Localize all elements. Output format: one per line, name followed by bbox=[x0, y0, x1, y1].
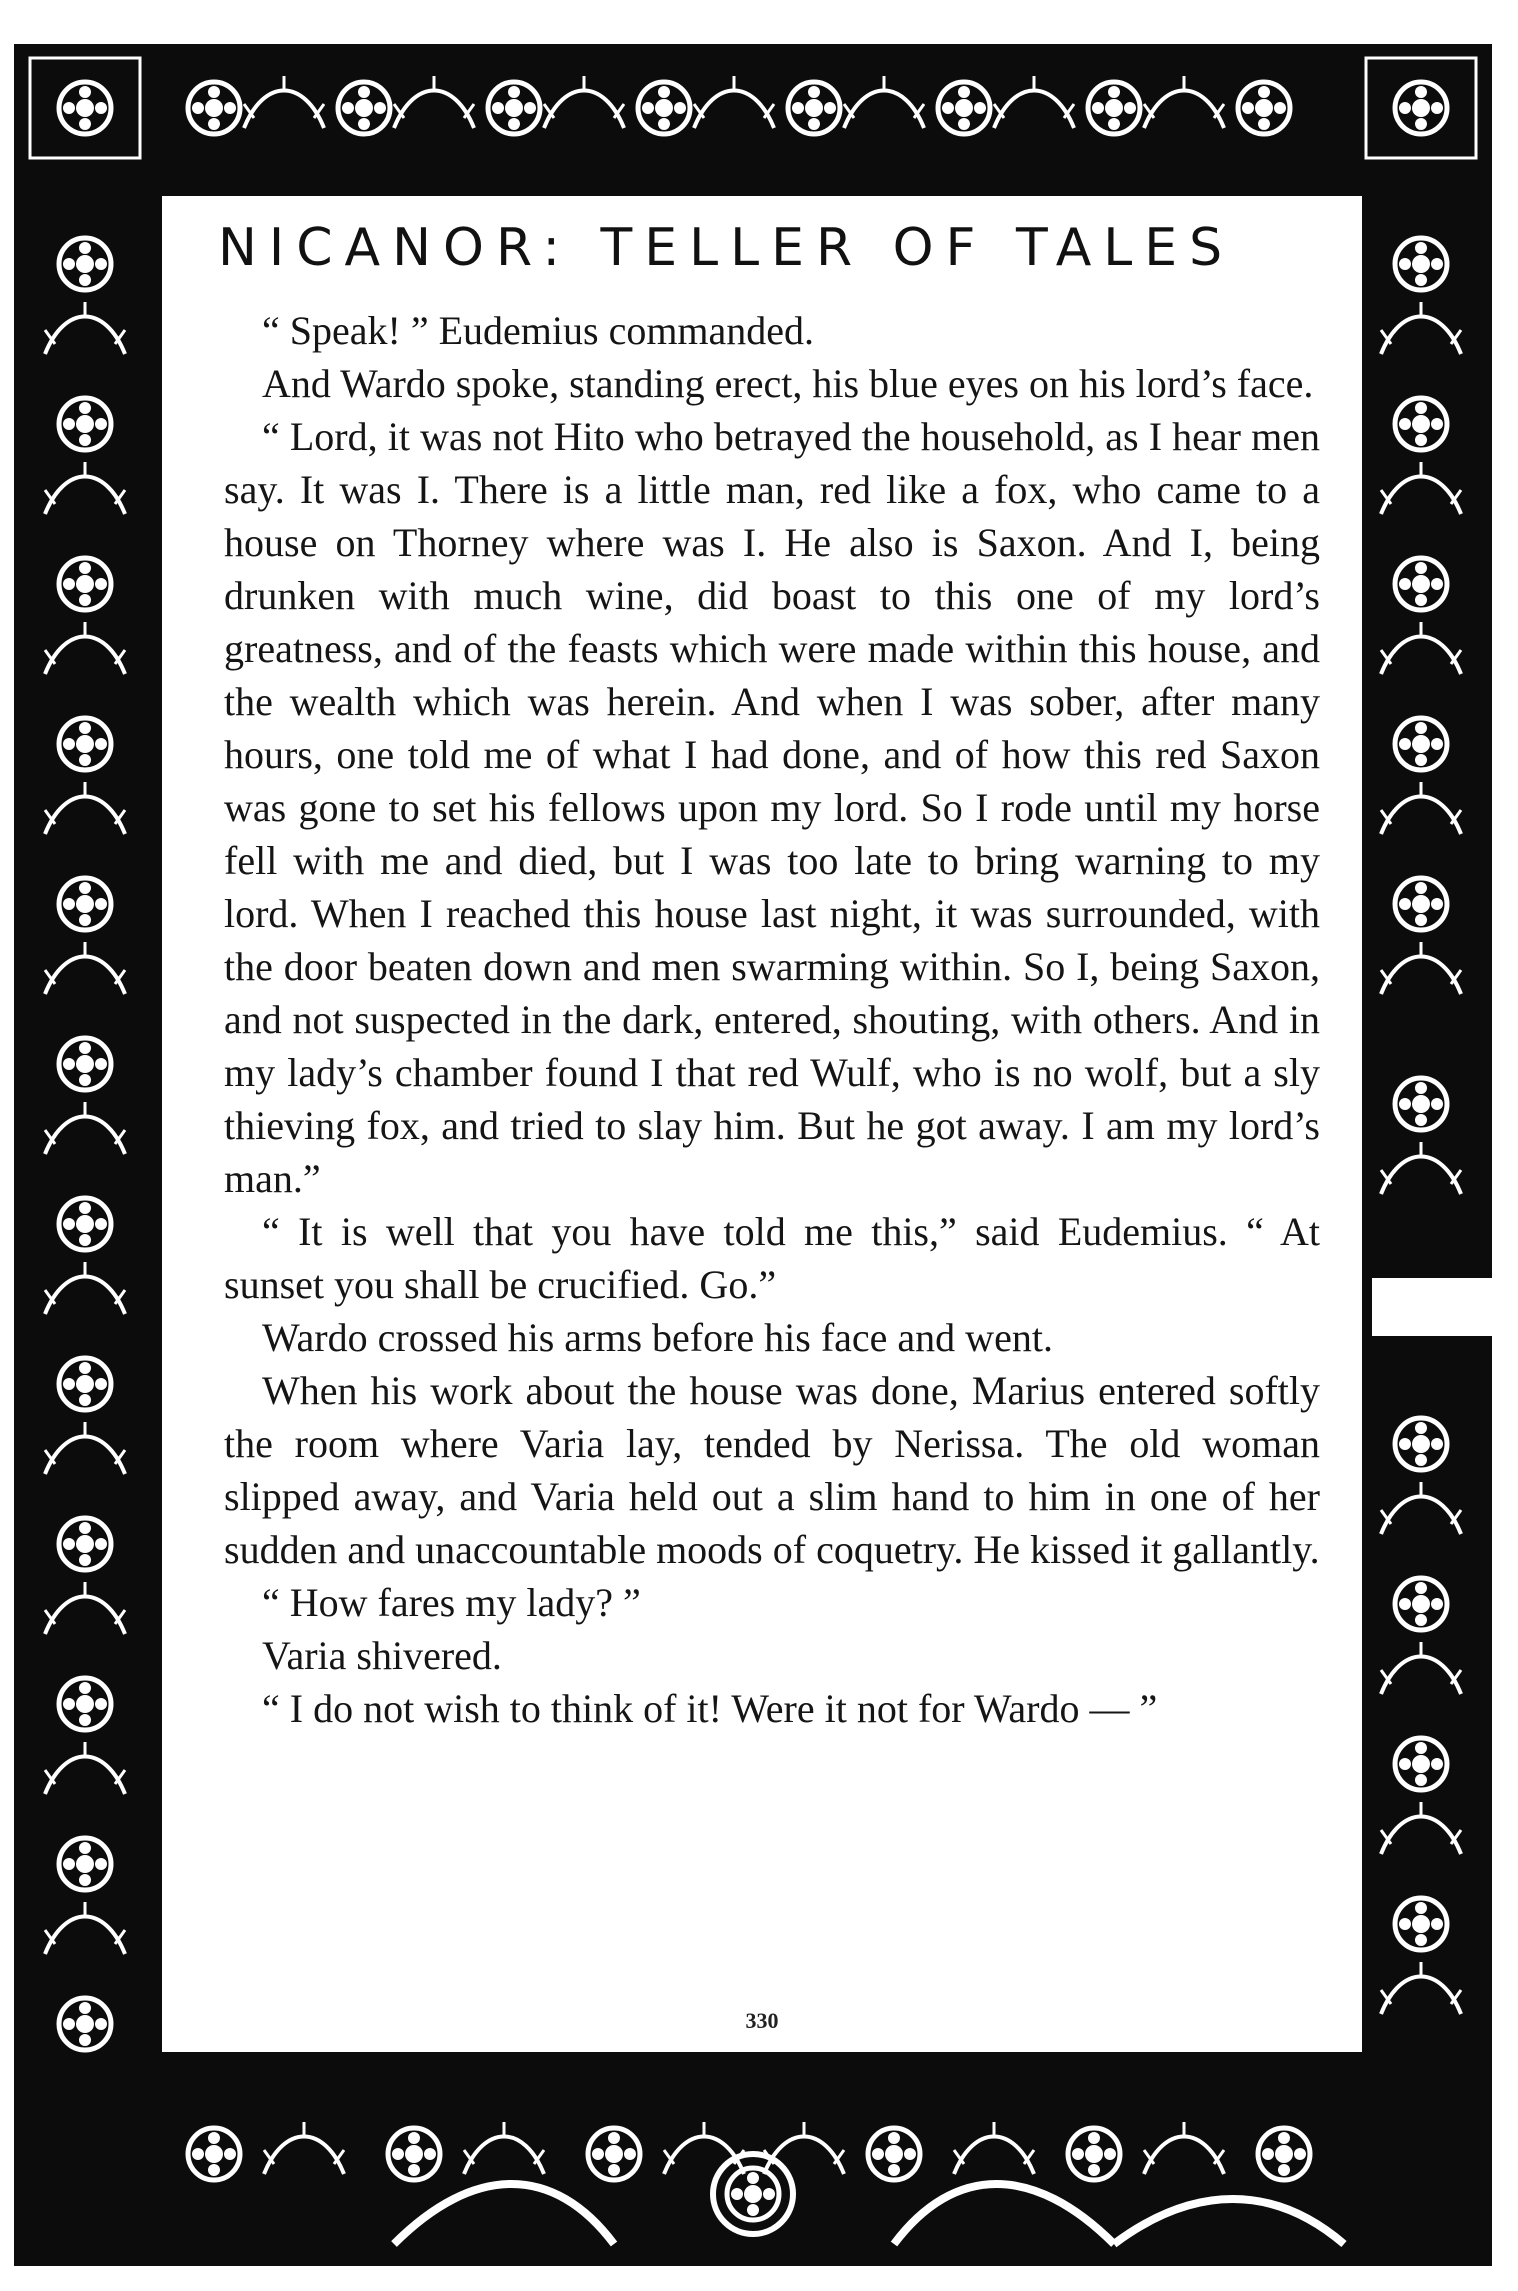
paragraph: “ Speak! ” Eudemius commanded. bbox=[262, 308, 815, 353]
paragraph: “ Lord, it was not Hito who betrayed the household, as I hear men say. It was I. There is a little man, red like a fox, who came to a house on Thorney where was I. He also is Saxon. And I, being drunken with much wine, did boast to this one of my lord’s greatness, and of the feasts which were made within this house, and the wealth which was herein. And when I was sober, after many hours, one told me of what I had done, and of how this red Saxon was gone to set his fellows upon my lord. So I rode until my horse fell with me and died, but I was too late to bring warning to my lord. When I reached this house last night, it was surrounded, with the door beaten down and men swarming within. So I, being Saxon, and not suspected in the dark, entered, shouting, with others. And in my lady’s chamber found I that red Wulf, who is no wolf, but a sly thieving fox, and tried to slay him. But he got away. I am my lord’s man.” bbox=[224, 414, 1320, 1201]
scan-gap bbox=[1372, 1278, 1518, 1336]
page-number: 330 bbox=[745, 2008, 779, 2033]
paragraph: “ It is well that you have told me this,” said Eudemius. “ At sunset you shall be crucified. Go.” bbox=[224, 1209, 1320, 1307]
paragraph: And Wardo spoke, standing erect, his blue eyes on his lord’s face. bbox=[262, 361, 1314, 406]
paragraph: Wardo crossed his arms before his face and went. bbox=[262, 1315, 1053, 1360]
body-text bbox=[224, 304, 1320, 1735]
paragraph: When his work about the house was done, Marius entered softly the room where Varia lay, tended by Nerissa. The old woman slipped away, and Varia held out a slim hand to him in one of her sudden and unaccountable moods of coquetry. He kissed it gallantly. bbox=[224, 1368, 1320, 1572]
paragraph: “ I do not wish to think of it! Were it not for Wardo — ” bbox=[262, 1686, 1158, 1731]
page-title: NICANOR: TELLER OF TALES bbox=[218, 218, 1235, 278]
paragraph: “ How fares my lady? ” bbox=[262, 1580, 641, 1625]
paragraph: Varia shivered. bbox=[262, 1633, 502, 1678]
text-panel bbox=[156, 190, 1368, 2058]
